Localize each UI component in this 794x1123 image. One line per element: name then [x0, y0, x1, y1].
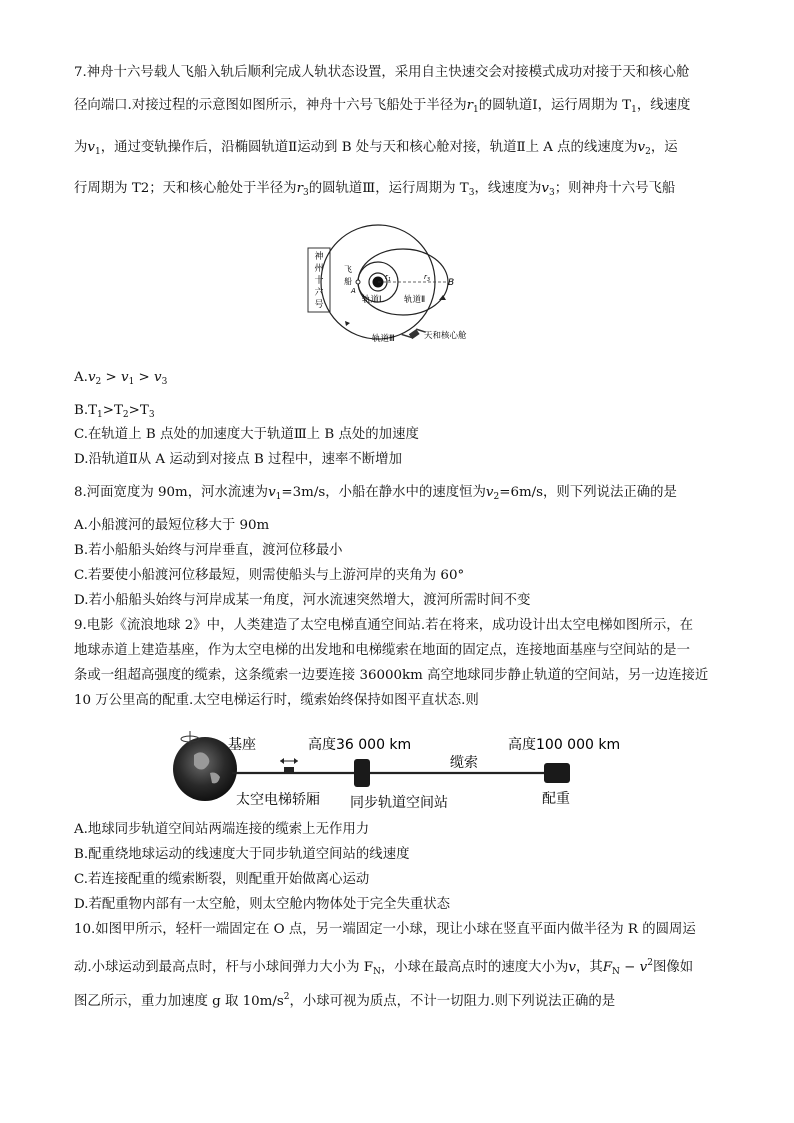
q9-line-3: 条或一组超高强度的缆索，这条缆索一边要连接 36000km 高空地球同步静止轨道的空间站，另一边连接近	[74, 668, 709, 683]
q8-option-a: A.小船渡河的最短位移大于 90m	[74, 518, 270, 533]
label-a: A	[351, 287, 356, 295]
q9-option-c: C.若连接配重的缆索断裂，则配重开始做离心运动	[74, 872, 370, 887]
shenzhou-char-3: 十	[314, 276, 324, 286]
point-a-dot	[356, 280, 360, 284]
q7-option-b: $B.T_1>T_2>T_3$	[74, 403, 155, 420]
feichuan-char-1: 飞	[344, 265, 352, 274]
label-r1: $r_1$	[385, 273, 392, 283]
label-r3: $r_3$	[424, 273, 431, 283]
q10-line-2: 动.小球运动到最高点时，杆与小球间弹力大小为 $F_N$，小球在最高点时的速度大小为v，其$F_N - v^2$图像如	[74, 958, 694, 977]
shenzhou-char-1: 神	[314, 252, 324, 262]
orbit-2-label: 轨道Ⅱ	[404, 295, 426, 305]
label-b: B	[448, 278, 455, 288]
q7-option-a: $A.v_2 > v_1 > v_3$	[74, 370, 168, 387]
q7-option-c: C.在轨道上 B 点处的加速度大于轨道Ⅲ上 B 点处的加速度	[74, 427, 419, 442]
height-100000-label: 高度100 000 km	[508, 737, 621, 753]
base-label: 基座	[228, 737, 256, 753]
sync-station-icon	[354, 759, 370, 787]
cable-label: 缆索	[450, 755, 478, 771]
sync-station-label: 同步轨道空间站	[350, 795, 448, 809]
q7-option-d: D.沿轨道Ⅱ从 A 运动到对接点 B 过程中，速率不断增加	[74, 452, 402, 467]
cabin-arrow-right-icon	[294, 758, 298, 764]
orbit-3-label: 轨道Ⅲ	[372, 334, 395, 344]
q7-line-2: 径向端口.对接过程的示意图如图所示，神舟十六号飞船处于半径为$r_1$的圆轨道Ⅰ，运行周期为 $T_1$，线速度	[74, 98, 691, 115]
q9-option-d: D.若配重物内部有一太空舱，则太空舱内物体处于完全失重状态	[74, 897, 451, 912]
counterweight-label: 配重	[542, 791, 570, 807]
orbit-2-arrow-icon	[439, 295, 446, 300]
elevator-cabin-icon	[284, 767, 294, 774]
q10-line-3: 图乙所示，重力加速度 g 取 $10m/s^2$，小球可视为质点，不计一切阻力.则下列说法正确的是	[74, 992, 616, 1009]
q7-line-3: 为$v_1$，通过变轨操作后，沿椭圆轨道Ⅱ运动到 B 处与天和核心舱对接，轨道Ⅱ上 A 点的线速度为$v_2$，运	[74, 140, 678, 157]
counterweight-icon	[544, 763, 570, 783]
q9-line-4: 10 万公里高的配重.太空电梯运行时，缆索始终保持如图平直状态.则	[74, 693, 479, 708]
q8-option-c: C.若要使小船渡河位移最短，则需使船头与上游河岸的夹角为 60°	[74, 568, 465, 583]
height-36000-label: 高度36 000 km	[308, 737, 412, 753]
q10-line-1: 10.如图甲所示，轻杆一端固定在 O 点，另一端固定一小球，现让小球在竖直平面内做半径为 R 的圆周运	[74, 922, 696, 937]
station-icon	[402, 322, 426, 344]
space-elevator-diagram	[172, 727, 622, 809]
feichuan-char-2: 船	[344, 277, 352, 286]
shenzhou-char-5: 号	[314, 300, 324, 310]
q9-line-2: 地球赤道上建造基座，作为太空电梯的出发地和电梯缆索在地面的固定点，连接地面基座与空间站的是一	[74, 643, 690, 658]
orbit-3-arrow-icon	[345, 321, 350, 326]
q8-option-d: D.若小船船头始终与河岸成某一角度，河水流速突然增大，渡河所需时间不变	[74, 593, 531, 608]
q8-line-1: 8.河面宽度为 90m，河水流速为$v_1=3m/s$，小船在静水中的速度恒为$v_2=6m/s$，则下列说法正确的是	[74, 485, 677, 502]
orbit-diagram	[306, 222, 472, 354]
shenzhou-char-4: 六	[314, 288, 324, 298]
orbit-1-label: 轨道Ⅰ	[362, 295, 382, 305]
cabin-label: 太空电梯轿厢	[236, 792, 320, 808]
q7-line-4: 行周期为 T2；天和核心舱处于半径为$r_3$的圆轨道Ⅲ，运行周期为 $T_3$，线速度为$v_3$；则神舟十六号飞船	[74, 181, 676, 198]
q7-line-1: 7.神舟十六号载人飞船入轨后顺利完成人轨状态设置，采用自主快速交会对接模式成功对接于天和核心舱	[74, 65, 690, 80]
station-label: 天和核心舱	[424, 331, 467, 341]
q9-line-1: 9.电影《流浪地球 2》中，人类建造了太空电梯直通空间站.若在将来，成功设计出太空电梯如图所示，在	[74, 618, 693, 633]
shenzhou-char-2: 州	[314, 264, 324, 274]
cabin-arrow-left-icon	[280, 758, 284, 764]
q9-option-a: A.地球同步轨道空间站两端连接的缆索上无作用力	[74, 822, 370, 837]
q9-option-b: B.配重绕地球运动的线速度大于同步轨道空间站的线速度	[74, 847, 410, 862]
q8-option-b: B.若小船船头始终与河岸垂直，渡河位移最小	[74, 543, 343, 558]
